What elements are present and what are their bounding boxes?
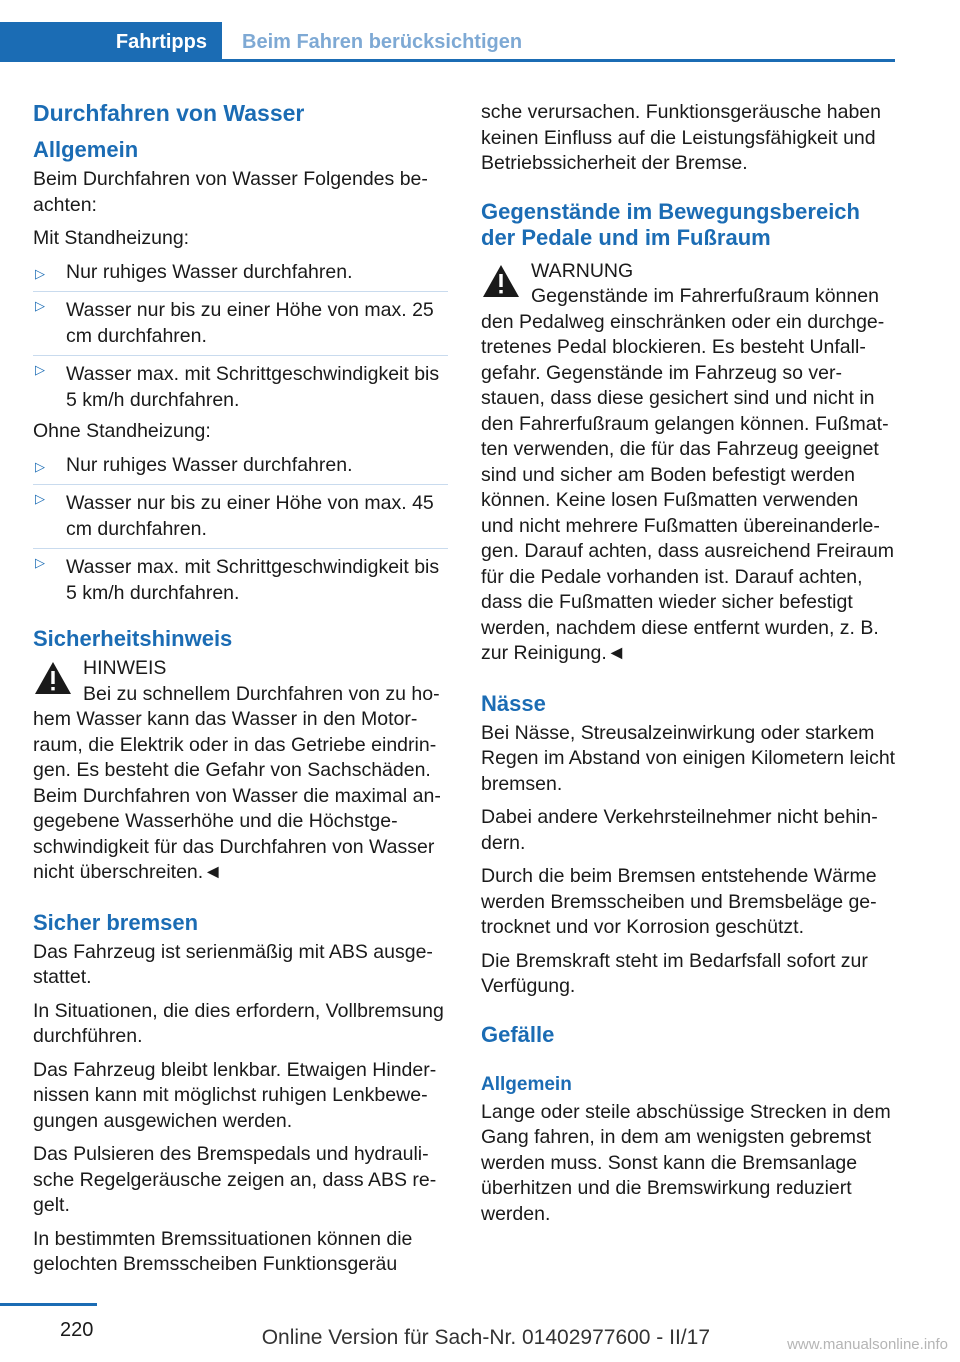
heading-allgemein: Allgemein bbox=[33, 137, 139, 162]
list-item: ▷ Wasser nur bis zu einer Höhe von max. 45 cm durchfahren. bbox=[33, 484, 448, 542]
paragraph: In bestimmten Bremssituationen können die gelochten Bremsscheiben Funktionsgeräu bbox=[33, 1227, 413, 1275]
heading-sicherheitshinweis: Sicherheitshinweis bbox=[33, 626, 233, 651]
warnung-text: Gegenstände im Fahrerfußraum können den Pedalweg einschränken oder ein durchgetretenes Pedal blockieren. Es besteht Unfallgefahr. Gegenstände im Fahrzeug so verstauen, dass diese gesichert sind und nicht in den Fahrerfußraum gelangen können. Fußmatten verwenden, die für das Fahrzeug geeignet sind und sicher am Boden befestigt werden können. Keine losen Fußmatten verwenden und nicht mehrere Fußmatten übereinanderlegen. Darauf achten, dass ausreichend Freiraum für die Pedale vorhanden ist. Darauf achten, dass die Fußmatten wieder sicher befestigt werden, nachdem diese entfernt wurden, z. B. zur Reinigung.◄ bbox=[481, 285, 894, 664]
list-mit-standheizung bbox=[33, 260, 448, 414]
site-watermark: www.manualsonline.info bbox=[787, 1336, 948, 1353]
paragraph: Beim Durchfahren von Wasser Folgendes beachten: bbox=[33, 168, 428, 216]
paragraph: Ohne Standheizung: bbox=[33, 420, 211, 442]
heading-durchfahren-wasser: Durchfahren von Wasser bbox=[33, 100, 305, 126]
page-header bbox=[0, 22, 895, 62]
warning-triangle-icon bbox=[481, 263, 521, 299]
list-item: ▷ Wasser max. mit Schrittgeschwindigkeit bis 5 km/h durchfahren. bbox=[33, 355, 448, 413]
paragraph: sche verursachen. Funktionsgeräusche haben keinen Einfluss auf die Leistungsfähigkeit und Betriebssicherheit der Bremse. bbox=[481, 101, 881, 174]
heading-gegenstaende: Gegenstände im Bewegungsbereich der Pedale und im Fußraum bbox=[481, 198, 860, 250]
hinweis-text: Bei zu schnellem Durchfahren von zu hohem Wasser kann das Wasser in den Motorraum, die Elektrik oder in das Getriebe eindringen. Es besteht die Gefahr von Sachschäden. Beim Durchfahren von Wasser die maximal angegebene Wasserhöhe und die Höchstgeschwindigkeit für das Durchfahren von Wasser nicht überschreiten.◄ bbox=[33, 682, 441, 883]
triangle-bullet-icon: ▷ bbox=[35, 555, 45, 570]
paragraph: Mit Standheizung: bbox=[33, 227, 190, 249]
right-column bbox=[481, 100, 896, 1235]
section-tab-fahrtipps: Fahrtipps bbox=[0, 22, 222, 62]
footer-rule bbox=[0, 1303, 97, 1306]
warnung-label: WARNUNG bbox=[531, 259, 634, 282]
list-item: ▷ Nur ruhiges Wasser durchfahren. bbox=[33, 453, 448, 479]
online-version-note: Online Version für Sach-Nr. 01402977600 - II/17 bbox=[261, 1326, 710, 1349]
heading-sicher-bremsen: Sicher bremsen bbox=[33, 909, 199, 935]
list-item: ▷ Wasser nur bis zu einer Höhe von max. 25 cm durchfahren. bbox=[33, 291, 448, 349]
paragraph: Das Fahrzeug bleibt lenkbar. Etwaigen Hindernissen kann mit möglichst ruhigen Lenkbewegungen ausgewichen werden. bbox=[33, 1058, 437, 1132]
triangle-bullet-icon: ▷ bbox=[35, 298, 45, 313]
heading-naesse: Nässe bbox=[481, 690, 546, 716]
paragraph: Lange oder steile abschüssige Strecken in dem Gang fahren, in dem am wenigsten gebremst werden muss. Sonst kann die Bremsanlage überhitzen und die Bremswirkung reduziert werden. bbox=[481, 1100, 891, 1225]
paragraph: Das Fahrzeug ist serienmäßig mit ABS ausgestattet. bbox=[33, 940, 433, 988]
paragraph: Bei Nässe, Streusalzeinwirkung oder starkem Regen im Abstand von einigen Kilometern leicht bremsen. bbox=[481, 721, 896, 795]
paragraph: Das Pulsieren des Bremspedals und hydraulische Regelgeräusche zeigen an, dass ABS regelt. bbox=[33, 1143, 437, 1216]
paragraph: Dabei andere Verkehrsteilnehmer nicht behindern. bbox=[481, 806, 878, 854]
hinweis-box bbox=[33, 656, 448, 886]
warning-triangle-icon bbox=[33, 660, 73, 696]
warnung-box bbox=[481, 259, 896, 667]
triangle-bullet-icon: ▷ bbox=[35, 458, 45, 474]
list-item: ▷ Nur ruhiges Wasser durchfahren. bbox=[33, 260, 448, 286]
paragraph: Die Bremskraft steht im Bedarfsfall sofort zur Verfügung. bbox=[481, 949, 868, 997]
page-number: 220 bbox=[60, 1319, 94, 1341]
triangle-bullet-icon: ▷ bbox=[35, 362, 45, 377]
heading-allgemein-gefaelle: Allgemein bbox=[481, 1073, 572, 1095]
triangle-bullet-icon: ▷ bbox=[35, 491, 45, 506]
subsection-tab: Beim Fahren berücksichtigen bbox=[242, 30, 523, 53]
triangle-bullet-icon: ▷ bbox=[35, 265, 45, 281]
left-column bbox=[33, 100, 448, 1286]
paragraph: Durch die beim Bremsen entstehende Wärme werden Bremsscheiben und Bremsbeläge getrocknet und vor Korrosion geschützt. bbox=[481, 865, 877, 938]
list-ohne-standheizung bbox=[33, 453, 448, 607]
heading-gefaelle: Gefälle bbox=[481, 1021, 555, 1047]
list-item: ▷ Wasser max. mit Schrittgeschwindigkeit bis 5 km/h durchfahren. bbox=[33, 548, 448, 606]
paragraph: In Situationen, die dies erfordern, Vollbremsung durchführen. bbox=[33, 999, 444, 1047]
hinweis-label: HINWEIS bbox=[83, 657, 167, 679]
header-rule bbox=[0, 59, 895, 62]
